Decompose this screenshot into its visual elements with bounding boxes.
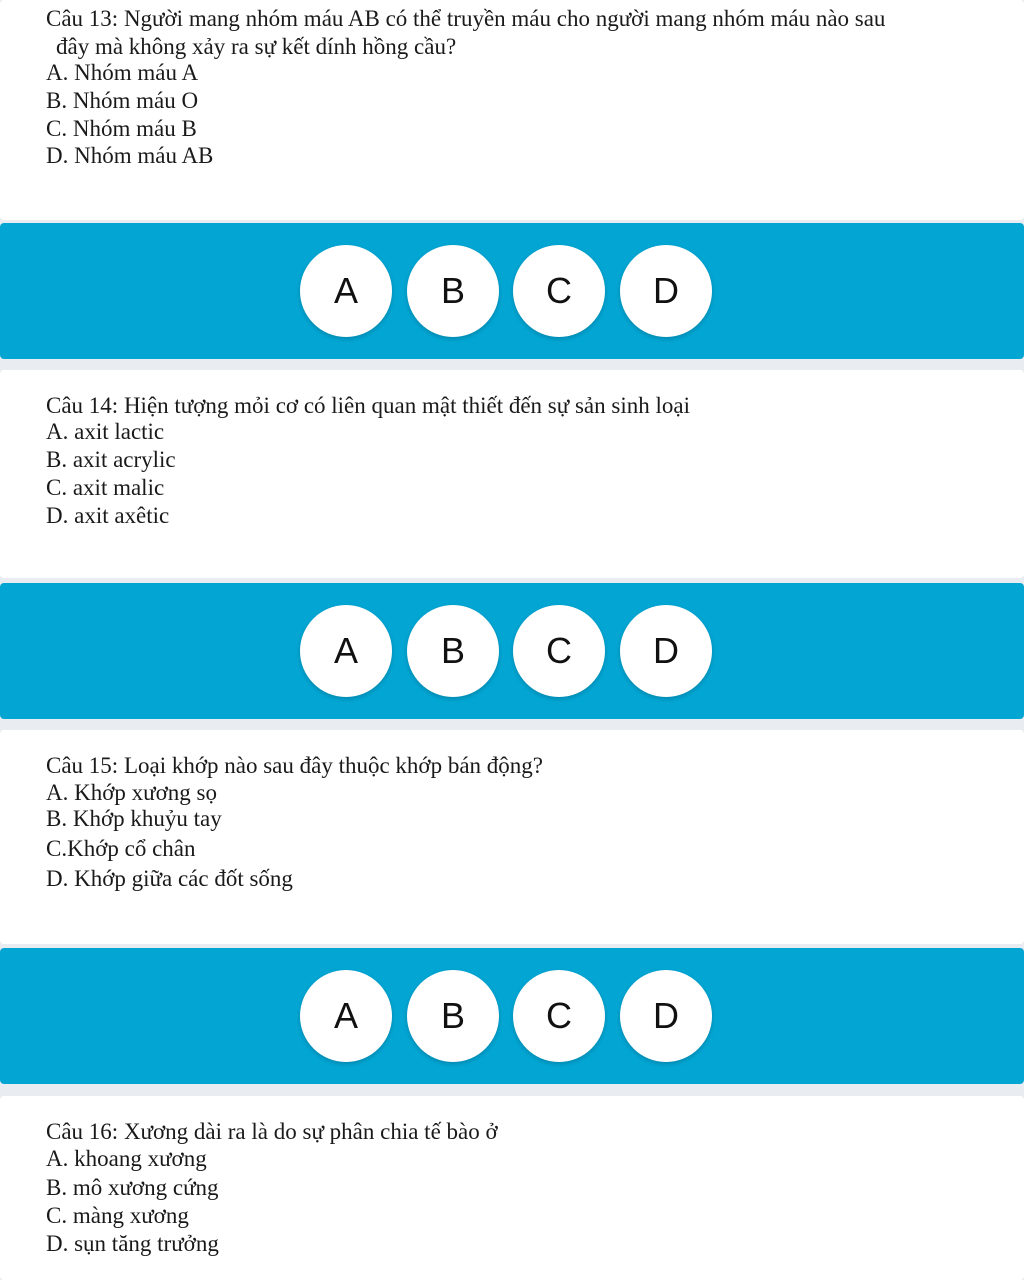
question-card-16 bbox=[0, 1096, 1024, 1280]
question-card-15 bbox=[0, 730, 1024, 944]
option-d: D. axit axêtic bbox=[46, 503, 170, 528]
answer-button-a[interactable]: A bbox=[300, 970, 392, 1062]
answer-button-a[interactable]: A bbox=[300, 605, 392, 697]
question-text bbox=[46, 5, 984, 61]
option-d: D. Khớp giữa các đốt sống bbox=[46, 866, 293, 891]
option-a: A. axit lactic bbox=[46, 419, 165, 444]
option-b: B. Nhóm máu O bbox=[46, 88, 199, 113]
answer-button-c[interactable]: C bbox=[513, 970, 605, 1062]
question-line: Câu 16: Xương dài ra là do sự phân chia tế bào ở bbox=[46, 1119, 498, 1144]
option-c: C. màng xương bbox=[46, 1203, 189, 1228]
option-a: A. Nhóm máu A bbox=[46, 60, 199, 85]
question-line: Câu 15: Loại khớp nào sau đây thuộc khớp bán động? bbox=[46, 753, 544, 778]
answer-bar-13 bbox=[0, 223, 1024, 359]
answer-button-d[interactable]: D bbox=[620, 970, 712, 1062]
option-d: D. Nhóm máu AB bbox=[46, 143, 214, 168]
option-a: A. khoang xương bbox=[46, 1146, 207, 1171]
option-b: B. mô xương cứng bbox=[46, 1175, 219, 1200]
answer-button-a[interactable]: A bbox=[300, 245, 392, 337]
option-c: C.Khớp cổ chân bbox=[46, 836, 196, 861]
question-text bbox=[46, 752, 984, 780]
option-a: A. Khớp xương sọ bbox=[46, 780, 217, 805]
option-b: B. Khớp khuỷu tay bbox=[46, 806, 222, 831]
answer-bar-14 bbox=[0, 583, 1024, 719]
question-text bbox=[46, 1118, 984, 1146]
answer-button-c[interactable]: C bbox=[513, 245, 605, 337]
question-line: Câu 14: Hiện tượng mỏi cơ có liên quan mật thiết đến sự sản sinh loại bbox=[46, 393, 690, 418]
question-line: đây mà không xảy ra sự kết dính hồng cầu? bbox=[56, 34, 457, 59]
question-text bbox=[46, 392, 984, 420]
answer-bar-15 bbox=[0, 948, 1024, 1084]
answer-button-d[interactable]: D bbox=[620, 605, 712, 697]
option-c: C. axit malic bbox=[46, 475, 165, 500]
question-card-14 bbox=[0, 370, 1024, 578]
question-line: Câu 13: Người mang nhóm máu AB có thể truyền máu cho người mang nhóm máu nào sau bbox=[46, 6, 886, 31]
answer-button-b[interactable]: B bbox=[407, 245, 499, 337]
option-c: C. Nhóm máu B bbox=[46, 116, 197, 141]
option-d: D. sụn tăng trưởng bbox=[46, 1231, 219, 1256]
option-b: B. axit acrylic bbox=[46, 447, 176, 472]
answer-button-c[interactable]: C bbox=[513, 605, 605, 697]
answer-button-b[interactable]: B bbox=[407, 605, 499, 697]
answer-button-b[interactable]: B bbox=[407, 970, 499, 1062]
answer-button-d[interactable]: D bbox=[620, 245, 712, 337]
question-card-13 bbox=[0, 0, 1024, 220]
